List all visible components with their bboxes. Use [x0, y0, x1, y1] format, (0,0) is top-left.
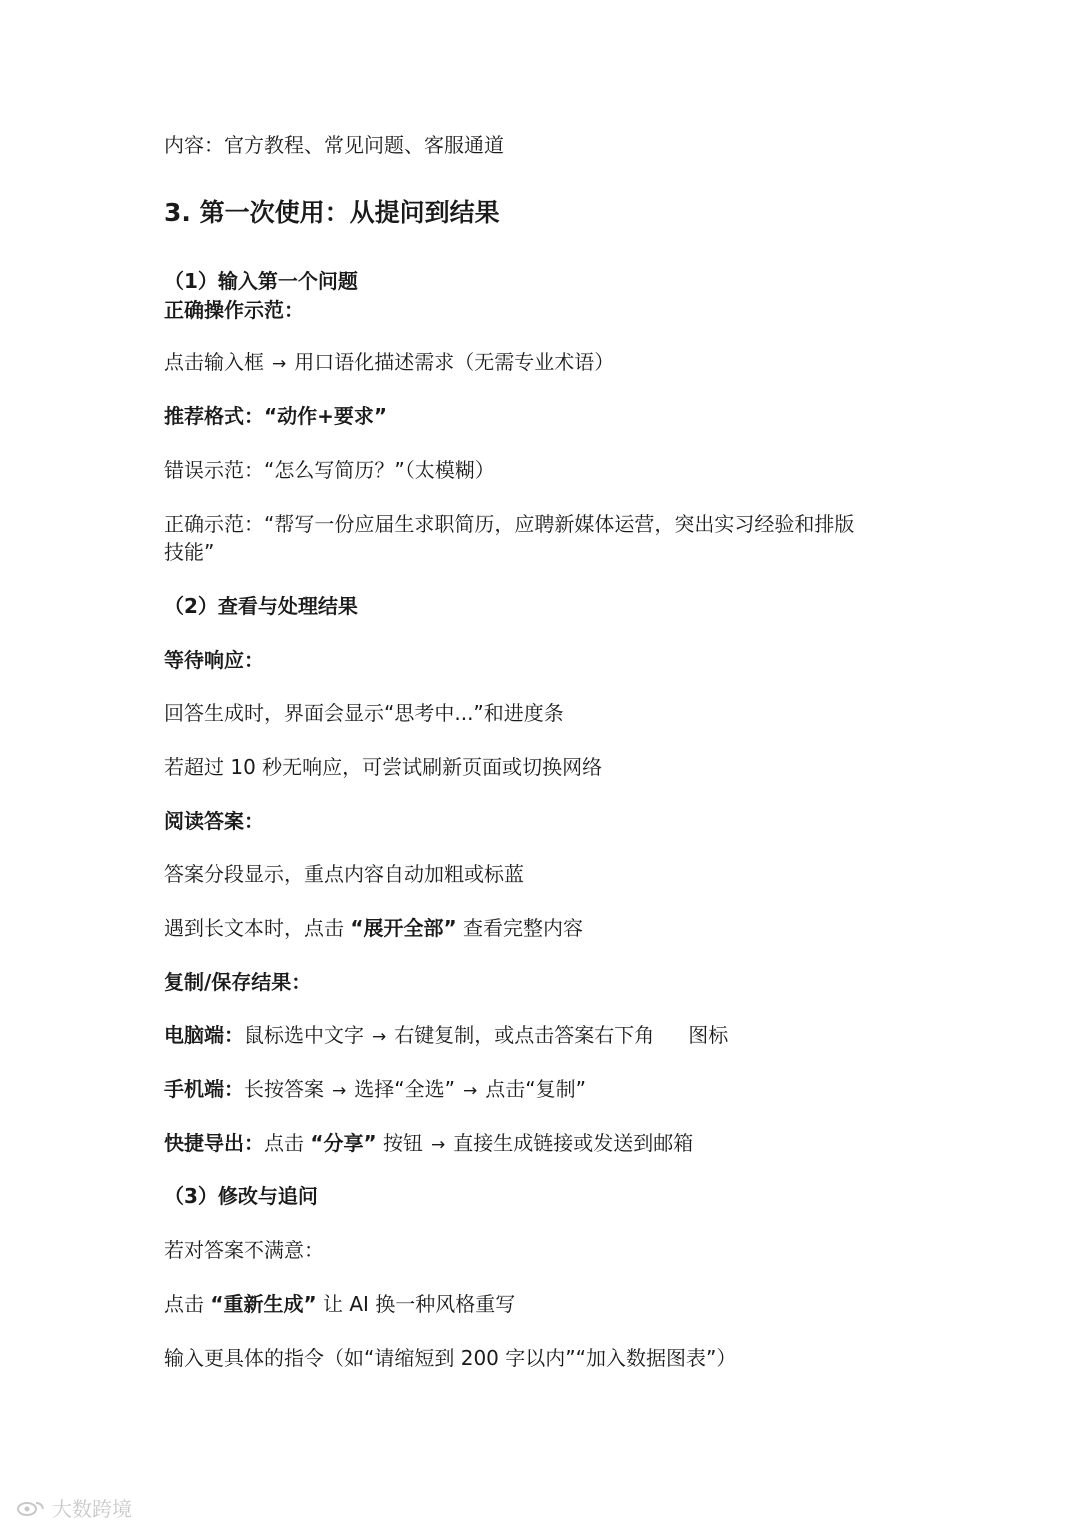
watermark [16, 1493, 132, 1522]
sub3-unsatisfied: 若对答案不满意： [164, 1238, 324, 1262]
mobile-label: 手机端： [164, 1077, 244, 1101]
sub1-wrong-example: 错误示范：“怎么写简历？”（太模糊） [164, 458, 495, 482]
weibo-style-logo-icon [16, 1500, 46, 1516]
regen-post: 让 AI 换一种风格重写 [323, 1292, 516, 1316]
arrow-right-icon: → [462, 1081, 478, 1101]
section-title: 3. 第一次使用：从提问到结果 [164, 198, 500, 227]
arrow-right-icon: → [272, 354, 287, 374]
sub1-format-label: 推荐格式：“动作+要求” [164, 404, 388, 428]
mobile-c: 点击“复制” [485, 1077, 586, 1101]
export-c: 直接生成链接或发送到邮箱 [453, 1131, 694, 1155]
step-b: 用口语化描述需求（无需专业术语） [294, 350, 615, 374]
read-2-pre: 遇到长文本时，点击 [164, 916, 344, 940]
arrow-right-icon: → [372, 1027, 387, 1047]
sub3-regen-line [164, 1290, 515, 1318]
pc-b: 右键复制，或点击答案右下角 [394, 1023, 655, 1047]
step-a: 点击输入框 [164, 350, 264, 374]
sub2-mobile-line [164, 1075, 586, 1105]
sub1-step-line [164, 348, 614, 378]
mobile-a: 长按答案 [244, 1077, 324, 1101]
export-label: 快捷导出： [164, 1131, 264, 1155]
expand-all-text: “展开全部” [350, 916, 457, 940]
read-2-post: 查看完整内容 [463, 916, 584, 940]
pc-label: 电脑端： [164, 1023, 244, 1047]
intro-line: 内容：官方教程、常见问题、客服通道 [164, 133, 504, 157]
regenerate-text: “重新生成” [210, 1292, 317, 1316]
sub2-heading: （2）查看与处理结果 [164, 594, 358, 618]
sub3-heading: （3）修改与追问 [164, 1184, 318, 1208]
mobile-b: 选择“全选” [354, 1077, 455, 1101]
arrow-right-icon: → [431, 1135, 446, 1155]
sub1-heading: （1）输入第一个问题 [164, 269, 358, 293]
sub2-read-2 [164, 914, 583, 942]
sub1-right-example-2: 技能” [164, 540, 215, 564]
watermark-text: 大数跨境 [52, 1497, 132, 1521]
sub2-export-line [164, 1129, 693, 1159]
arrow-right-icon: → [332, 1081, 347, 1101]
sub3-specific: 输入更具体的指令（如“请缩短到 200 字以内”“加入数据图表”） [164, 1346, 737, 1370]
sub1-right-example-1: 正确示范：“帮写一份应届生求职简历，应聘新媒体运营，突出实习经验和排版 [164, 512, 855, 536]
export-a: 点击 [264, 1131, 304, 1155]
pc-a: 鼠标选中文字 [244, 1023, 364, 1047]
sub2-pc-line [164, 1021, 728, 1051]
sub2-copy-label: 复制/保存结果： [164, 970, 312, 994]
sub2-wait-label: 等待响应： [164, 648, 264, 672]
share-text: “分享” [310, 1131, 377, 1155]
sub2-read-label: 阅读答案： [164, 809, 264, 833]
sub1-demo-label: 正确操作示范： [164, 298, 304, 322]
sub2-wait-2: 若超过 10 秒无响应，可尝试刷新页面或切换网络 [164, 755, 603, 779]
pc-c: 图标 [688, 1023, 729, 1047]
regen-pre: 点击 [164, 1292, 204, 1316]
export-b: 按钮 [383, 1131, 424, 1155]
sub2-read-1: 答案分段显示，重点内容自动加粗或标蓝 [164, 862, 524, 886]
sub2-wait-1: 回答生成时，界面会显示“思考中...”和进度条 [164, 701, 564, 725]
